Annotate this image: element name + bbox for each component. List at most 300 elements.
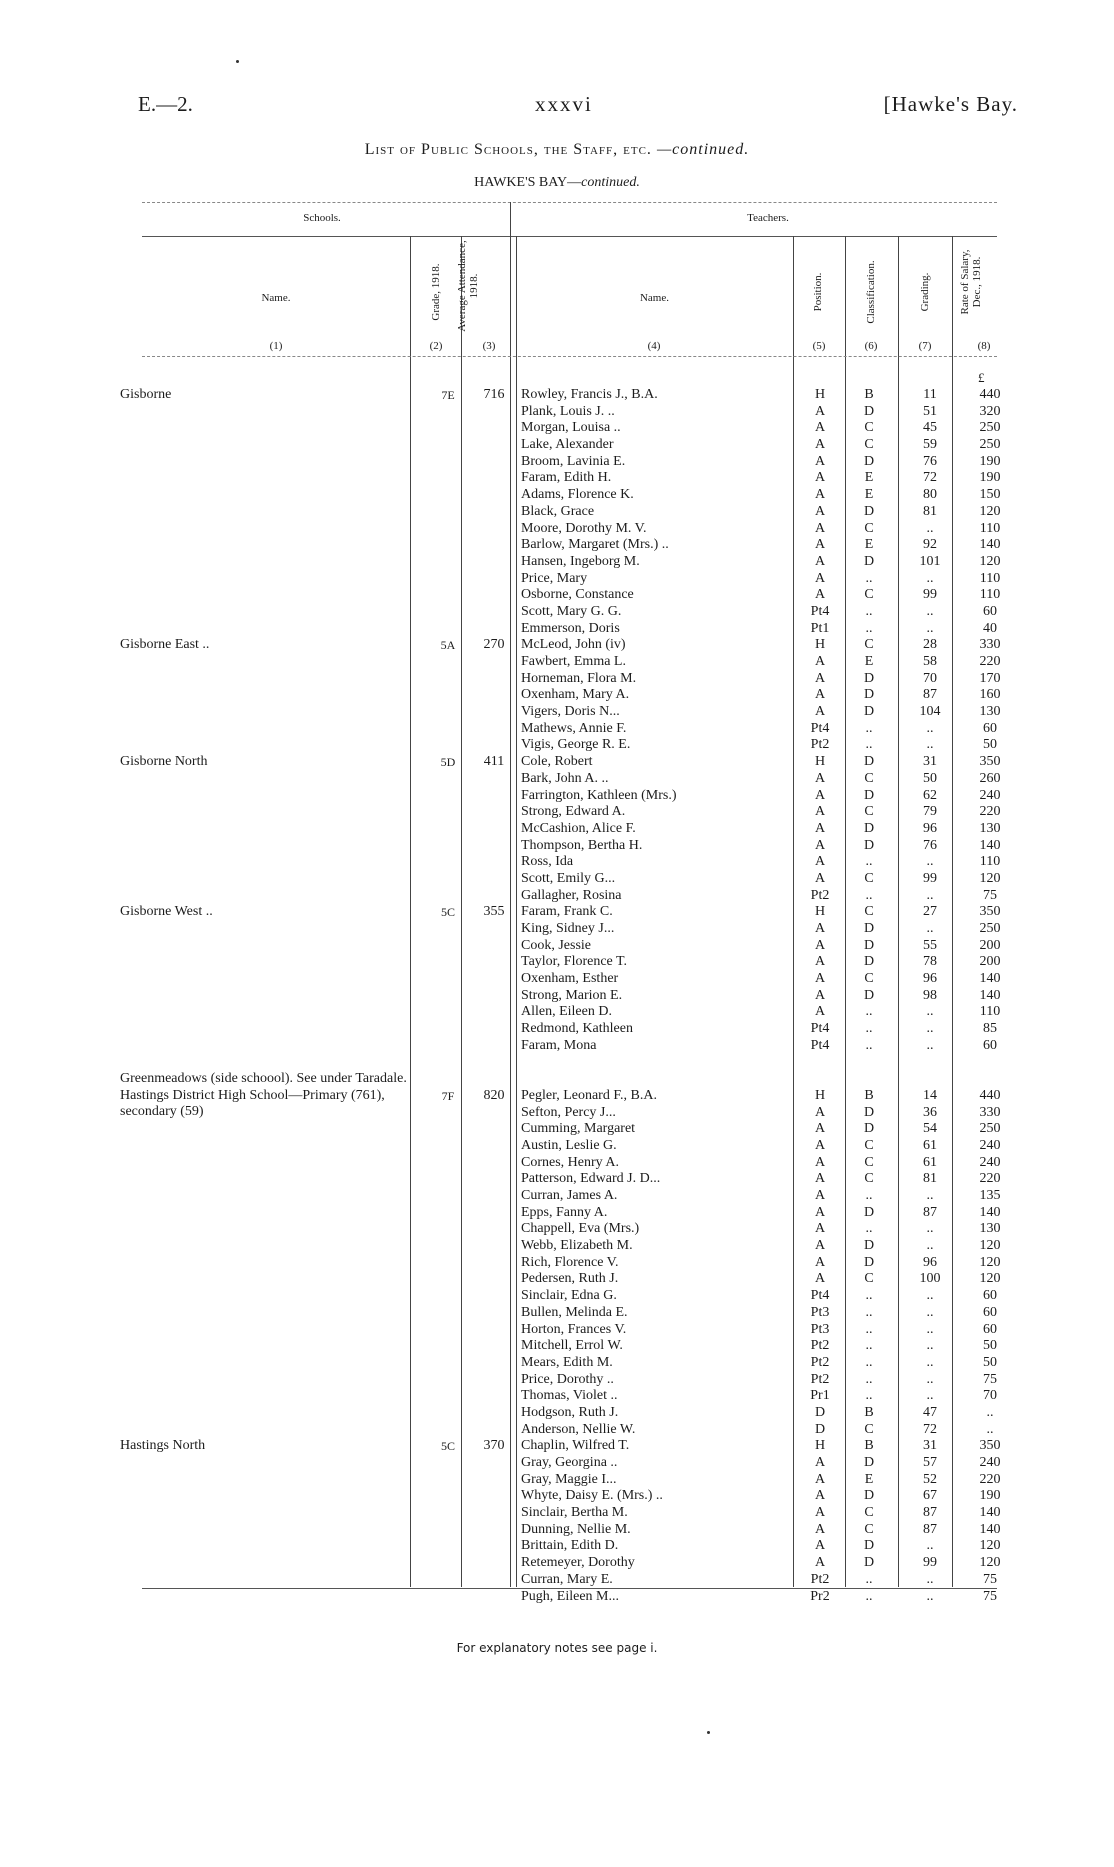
teacher-position: A	[814, 1171, 826, 1187]
teacher-classification: ..	[865, 1004, 873, 1020]
teacher-position: A	[814, 787, 826, 803]
header-rule	[142, 356, 997, 357]
teacher-name: Austin, Leslie G.	[521, 1137, 617, 1153]
teacher-position: Pr2	[810, 1588, 830, 1604]
teacher-salary: 110	[979, 854, 1001, 870]
table-row	[0, 888, 1114, 905]
table-row	[0, 1038, 1114, 1055]
teacher-name: Mitchell, Errol W.	[521, 1338, 623, 1354]
speck-mark	[236, 60, 239, 63]
teacher-name: Bark, John A. ..	[521, 770, 609, 786]
teacher-classification: D	[863, 1121, 875, 1137]
table-row	[0, 1055, 1114, 1072]
teacher-salary: 140	[979, 987, 1001, 1003]
position-heading: Position.	[812, 272, 824, 312]
teacher-salary: ..	[986, 1404, 994, 1420]
teacher-name: Cornes, Henry A.	[521, 1154, 619, 1170]
teacher-position: A	[814, 470, 826, 486]
teacher-classification: D	[863, 670, 875, 686]
teacher-classification: C	[864, 587, 874, 603]
teacher-name: Lake, Alexander	[521, 437, 614, 453]
teacher-classification: D	[863, 1538, 875, 1554]
table-row	[0, 604, 1114, 621]
teacher-position: H	[814, 387, 826, 402]
table-row	[0, 871, 1114, 888]
teacher-grading: 61	[923, 1154, 937, 1170]
teacher-grading: ..	[926, 1588, 934, 1604]
school-name: Gisborne	[120, 387, 172, 402]
teacher-classification: ..	[865, 1571, 873, 1587]
teacher-salary: 120	[979, 1254, 1001, 1270]
teacher-name: Mathews, Annie F.	[521, 720, 627, 736]
teacher-name: Dunning, Nellie M.	[521, 1521, 631, 1537]
teacher-classification: E	[864, 1471, 874, 1487]
teacher-classification: C	[864, 520, 874, 536]
teacher-classification: D	[863, 1555, 875, 1571]
teacher-position: A	[814, 1538, 826, 1554]
teacher-classification: D	[863, 1238, 875, 1254]
teacher-salary: 60	[983, 1304, 997, 1320]
teacher-position: A	[814, 704, 826, 720]
teacher-position: Pt2	[810, 887, 830, 903]
column-number-5: (5)	[812, 340, 826, 352]
teacher-salary: 220	[979, 1171, 1001, 1187]
table-row	[0, 988, 1114, 1005]
table-row	[0, 1305, 1114, 1322]
teacher-classification: ..	[865, 887, 873, 903]
teacher-position: H	[814, 904, 826, 920]
teacher-salary: 220	[979, 654, 1001, 669]
teacher-name: Cole, Robert	[521, 754, 593, 770]
teacher-grading: 47	[923, 1404, 937, 1420]
teacher-classification: D	[863, 503, 875, 519]
teacher-salary: ..	[986, 1421, 994, 1437]
teacher-salary: 85	[983, 1021, 997, 1037]
teacher-salary: 120	[979, 1271, 1001, 1287]
teachers-group-heading: Teachers.	[747, 212, 789, 224]
teacher-salary: 250	[979, 921, 1001, 936]
teacher-salary: 250	[979, 437, 1001, 453]
teacher-classification: C	[864, 1137, 874, 1153]
school-attendance: 370	[483, 1438, 505, 1454]
teacher-position: A	[814, 654, 826, 669]
teacher-grading: 52	[923, 1471, 937, 1487]
teacher-name: Chappell, Eva (Mrs.)	[521, 1221, 640, 1237]
teacher-position: D	[814, 1421, 826, 1437]
teacher-name: Oxenham, Esther	[521, 971, 619, 987]
teacher-name: Brittain, Edith D.	[521, 1538, 619, 1554]
teacher-position: A	[814, 1505, 826, 1521]
teacher-salary: 110	[979, 570, 1001, 586]
teacher-classification: C	[864, 1421, 874, 1437]
teacher-grading: 87	[923, 1505, 937, 1521]
teacher-grading: ..	[926, 737, 934, 753]
teacher-classification: D	[863, 1204, 875, 1220]
teacher-position: Pt4	[810, 1288, 830, 1304]
teacher-grading: 70	[923, 670, 937, 686]
table-row	[0, 454, 1114, 471]
table-row	[0, 1171, 1114, 1188]
table-row	[0, 854, 1114, 871]
teacher-classification: E	[864, 487, 874, 503]
teacher-grading: 72	[923, 1421, 937, 1437]
teacher-position: A	[814, 1471, 826, 1487]
teacher-grading: 28	[923, 637, 937, 653]
teacher-grading: 76	[923, 837, 937, 853]
teacher-name: Curran, James A.	[521, 1188, 618, 1203]
teacher-position: A	[814, 1271, 826, 1287]
teacher-classification: C	[864, 420, 874, 436]
teacher-salary: 190	[979, 453, 1001, 469]
teacher-position: A	[814, 1204, 826, 1220]
teacher-salary: 220	[979, 804, 1001, 820]
teacher-name: Morgan, Louisa ..	[521, 420, 621, 436]
teacher-grading: ..	[926, 620, 934, 636]
table-row	[0, 1455, 1114, 1472]
classification-heading: Classification.	[865, 260, 877, 324]
teacher-grading: 67	[923, 1488, 937, 1504]
teacher-grading: ..	[926, 1304, 934, 1320]
teacher-classification: D	[863, 754, 875, 770]
teacher-name: Curran, Mary E.	[521, 1571, 613, 1587]
teacher-name: Strong, Marion E.	[521, 987, 623, 1003]
table-row	[0, 1555, 1114, 1572]
teacher-classification: ..	[865, 1221, 873, 1237]
table-row	[0, 1121, 1114, 1138]
teacher-grading: ..	[926, 1288, 934, 1304]
table-row	[0, 1388, 1114, 1405]
teacher-salary: 350	[979, 1438, 1001, 1454]
teacher-salary: 110	[979, 1004, 1001, 1020]
teacher-grading: ..	[926, 854, 934, 870]
teacher-salary: 240	[979, 1455, 1001, 1470]
teacher-position: D	[814, 1404, 826, 1420]
table-row	[0, 1004, 1114, 1021]
teacher-position: A	[814, 687, 826, 703]
teacher-name: Scott, Mary G. G.	[521, 603, 622, 619]
teacher-position: A	[814, 1104, 826, 1120]
teacher-grading: 96	[923, 820, 937, 836]
teacher-classification: D	[863, 921, 875, 936]
teacher-grading: 99	[923, 587, 937, 603]
teacher-position: A	[814, 820, 826, 836]
teacher-name: Faram, Frank C.	[521, 904, 613, 920]
teacher-position: A	[814, 520, 826, 536]
teacher-salary: 250	[979, 420, 1001, 436]
table-row	[0, 504, 1114, 521]
teacher-position: A	[814, 403, 826, 419]
teacher-classification: ..	[865, 1188, 873, 1203]
teacher-grading: 96	[923, 1254, 937, 1270]
teacher-name: Rowley, Francis J., B.A.	[521, 387, 658, 402]
table-row	[0, 571, 1114, 588]
teacher-grading: ..	[926, 1571, 934, 1587]
teacher-position: A	[814, 1004, 826, 1020]
table-row	[0, 420, 1114, 437]
teacher-classification: C	[864, 1271, 874, 1287]
teacher-position: A	[814, 453, 826, 469]
teacher-classification: B	[864, 387, 874, 402]
school-attendance: 820	[483, 1087, 505, 1103]
teacher-classification: C	[864, 1505, 874, 1521]
teacher-position: Pr1	[810, 1388, 830, 1404]
school-grade: 7F	[441, 1088, 455, 1103]
teacher-name: Broom, Lavinia E.	[521, 453, 626, 469]
page-reference: E.—2.	[138, 92, 193, 116]
table-row	[0, 1288, 1114, 1305]
teacher-grading: 51	[923, 403, 937, 419]
school-name: Hastings North	[120, 1438, 206, 1454]
table-row	[0, 521, 1114, 538]
teacher-name: Faram, Mona	[521, 1037, 597, 1053]
teacher-classification: C	[864, 1154, 874, 1170]
teacher-salary: 330	[979, 1104, 1001, 1120]
teacher-classification: D	[863, 1488, 875, 1504]
teacher-grading: ..	[926, 1371, 934, 1387]
teacher-classification: B	[864, 1404, 874, 1420]
teacher-salary: 120	[979, 1555, 1001, 1571]
teacher-salary: 50	[983, 1338, 997, 1354]
teacher-grading: 100	[919, 1271, 941, 1287]
teacher-classification: ..	[865, 720, 873, 736]
teacher-salary: 140	[979, 1521, 1001, 1537]
column-number-8: (8)	[977, 340, 991, 352]
teacher-position: A	[814, 1154, 826, 1170]
teacher-position: H	[814, 754, 826, 770]
teacher-grading: 57	[923, 1455, 937, 1470]
teacher-name: Osborne, Constance	[521, 587, 634, 603]
teacher-grading: 54	[923, 1121, 937, 1137]
teacher-name: Vigers, Doris N...	[521, 704, 620, 720]
teacher-name: Faram, Edith H.	[521, 470, 612, 486]
table-row	[0, 487, 1114, 504]
teacher-salary: 40	[983, 620, 997, 636]
teacher-name: Thomas, Violet ..	[521, 1388, 618, 1404]
teacher-position: A	[814, 837, 826, 853]
teacher-position: A	[814, 1555, 826, 1571]
table-row	[0, 971, 1114, 988]
teacher-grading: ..	[926, 1354, 934, 1370]
teacher-position: A	[814, 770, 826, 786]
teacher-position: A	[814, 1238, 826, 1254]
table-row	[0, 1572, 1114, 1589]
teacher-classification: C	[864, 1521, 874, 1537]
teacher-salary: 140	[979, 537, 1001, 553]
teacher-salary: 170	[979, 670, 1001, 686]
table-row	[0, 754, 1114, 771]
teacher-name: Hodgson, Ruth J.	[521, 1404, 619, 1420]
teacher-name: Plank, Louis J. ..	[521, 403, 615, 419]
teacher-grading: 55	[923, 937, 937, 953]
staff-table	[0, 387, 1114, 1605]
teacher-name: Horneman, Flora M.	[521, 670, 637, 686]
teacher-grading: 45	[923, 420, 937, 436]
teacher-name: Pugh, Eileen M...	[521, 1588, 619, 1604]
teacher-position: Pt4	[810, 1021, 830, 1037]
table-row	[0, 704, 1114, 721]
teacher-position: Pt4	[810, 720, 830, 736]
teacher-name: Pegler, Leonard F., B.A.	[521, 1087, 657, 1103]
teacher-classification: C	[864, 770, 874, 786]
table-row	[0, 1071, 1114, 1088]
teacher-grading: ..	[926, 1338, 934, 1354]
subtitle-main: HAWKE'S BAY—	[474, 175, 582, 190]
teacher-salary: 75	[983, 1371, 997, 1387]
teacher-classification: C	[864, 971, 874, 987]
table-row	[0, 1138, 1114, 1155]
title-main: List of Public Schools, the Staff, etc.	[364, 141, 652, 158]
teacher-position: A	[814, 937, 826, 953]
teacher-position: Pt4	[810, 603, 830, 619]
teacher-grading: ..	[926, 1321, 934, 1337]
teacher-classification: E	[864, 537, 874, 553]
footer-note: For explanatory notes see page i.	[456, 1641, 658, 1655]
teacher-grading: ..	[926, 603, 934, 619]
teacher-name: Mears, Edith M.	[521, 1354, 613, 1370]
teacher-grading: ..	[926, 1037, 934, 1053]
teacher-salary: 50	[983, 1354, 997, 1370]
teacher-name: Whyte, Daisy E. (Mrs.) ..	[521, 1488, 663, 1504]
teacher-name: Emmerson, Doris	[521, 620, 620, 636]
table-row	[0, 1405, 1114, 1422]
teacher-classification: D	[863, 820, 875, 836]
teacher-position: A	[814, 971, 826, 987]
column-number-2: (2)	[429, 340, 443, 352]
teacher-classification: D	[863, 987, 875, 1003]
teacher-position: A	[814, 1137, 826, 1153]
teacher-grading: 78	[923, 954, 937, 970]
table-row	[0, 737, 1114, 754]
teacher-name: Patterson, Edward J. D...	[521, 1171, 661, 1187]
teacher-name: Scott, Emily G...	[521, 870, 616, 886]
teacher-name: Cumming, Margaret	[521, 1121, 636, 1137]
table-row	[0, 387, 1114, 404]
teacher-grading: 81	[923, 503, 937, 519]
teacher-classification: ..	[865, 1304, 873, 1320]
school-name: Gisborne North	[120, 754, 208, 770]
teacher-salary: 330	[979, 637, 1001, 653]
teacher-salary: 120	[979, 1538, 1001, 1554]
table-row	[0, 1522, 1114, 1539]
teacher-grading: 87	[923, 687, 937, 703]
teacher-position: A	[814, 1488, 826, 1504]
teacher-salary: 190	[979, 470, 1001, 486]
teacher-salary: 60	[983, 1288, 997, 1304]
teacher-name: Price, Dorothy ..	[521, 1371, 614, 1387]
teacher-classification: ..	[865, 1321, 873, 1337]
teacher-classification: D	[863, 937, 875, 953]
teacher-name: McCashion, Alice F.	[521, 820, 636, 836]
table-row	[0, 1155, 1114, 1172]
teacher-salary: 440	[979, 387, 1001, 402]
teacher-grading: 99	[923, 1555, 937, 1571]
teacher-grading: ..	[926, 1188, 934, 1203]
teacher-position: A	[814, 487, 826, 503]
table-row	[0, 938, 1114, 955]
table-row	[0, 1538, 1114, 1555]
table-row	[0, 1021, 1114, 1038]
teacher-grading: 72	[923, 470, 937, 486]
teacher-grading: ..	[926, 921, 934, 936]
column-number-4: (4)	[647, 340, 661, 352]
teacher-classification: D	[863, 704, 875, 720]
teacher-classification: ..	[865, 1037, 873, 1053]
teacher-classification: C	[864, 437, 874, 453]
school-name-heading: Name.	[261, 292, 291, 304]
teacher-name: Taylor, Florence T.	[521, 954, 628, 970]
school-attendance: 270	[483, 637, 505, 653]
page-number: xxxvi	[535, 92, 593, 116]
table-row	[0, 788, 1114, 805]
teacher-grading: 27	[923, 904, 937, 920]
teacher-salary: 160	[979, 687, 1001, 703]
teacher-position: A	[814, 587, 826, 603]
teacher-salary: 60	[983, 720, 997, 736]
teacher-position: A	[814, 921, 826, 936]
teacher-position: A	[814, 537, 826, 553]
teacher-salary: 240	[979, 787, 1001, 803]
teacher-name: Retemeyer, Dorothy	[521, 1555, 635, 1571]
teacher-position: A	[814, 804, 826, 820]
table-row	[0, 1472, 1114, 1489]
school-name: Gisborne West ..	[120, 904, 213, 920]
table-row	[0, 1188, 1114, 1205]
teacher-position: Pt1	[810, 620, 830, 636]
table-row	[0, 1271, 1114, 1288]
school-attendance: 411	[483, 754, 505, 770]
teacher-classification: E	[864, 470, 874, 486]
teacher-position: A	[814, 437, 826, 453]
table-row	[0, 1438, 1114, 1455]
teacher-name: Thompson, Bertha H.	[521, 837, 643, 853]
teacher-grading: ..	[926, 1538, 934, 1554]
salary-heading: Rate of Salary, Dec., 1918.	[959, 249, 983, 315]
teacher-name: Horton, Frances V.	[521, 1321, 627, 1337]
teacher-position: Pt2	[810, 1571, 830, 1587]
teacher-grading: ..	[926, 520, 934, 536]
teacher-salary: 140	[979, 1505, 1001, 1521]
teacher-salary: 75	[983, 1588, 997, 1604]
teacher-position: A	[814, 1455, 826, 1470]
teacher-name: Pedersen, Ruth J.	[521, 1271, 619, 1287]
teacher-grading: 58	[923, 654, 937, 669]
teacher-classification: ..	[865, 1288, 873, 1304]
teacher-position: Pt2	[810, 1338, 830, 1354]
teacher-grading: ..	[926, 887, 934, 903]
table-row	[0, 1422, 1114, 1439]
teacher-name: Bullen, Melinda E.	[521, 1304, 628, 1320]
teacher-name: Ross, Ida	[521, 854, 574, 870]
teacher-salary: 60	[983, 1037, 997, 1053]
school-name: Gisborne East ..	[120, 637, 210, 653]
teacher-salary: 130	[979, 1221, 1001, 1237]
teacher-grading: ..	[926, 1221, 934, 1237]
table-row	[0, 587, 1114, 604]
teacher-classification: B	[864, 1438, 874, 1454]
teacher-name: Cook, Jessie	[521, 937, 591, 953]
teacher-position: Pt2	[810, 1354, 830, 1370]
teacher-salary: 75	[983, 887, 997, 903]
teacher-salary: 190	[979, 1488, 1001, 1504]
teacher-position: A	[814, 670, 826, 686]
teacher-salary: 60	[983, 1321, 997, 1337]
table-row	[0, 821, 1114, 838]
teacher-classification: ..	[865, 1371, 873, 1387]
teacher-salary: 110	[979, 520, 1001, 536]
teacher-classification: ..	[865, 1388, 873, 1404]
teacher-name: Rich, Florence V.	[521, 1254, 619, 1270]
teacher-position: A	[814, 503, 826, 519]
